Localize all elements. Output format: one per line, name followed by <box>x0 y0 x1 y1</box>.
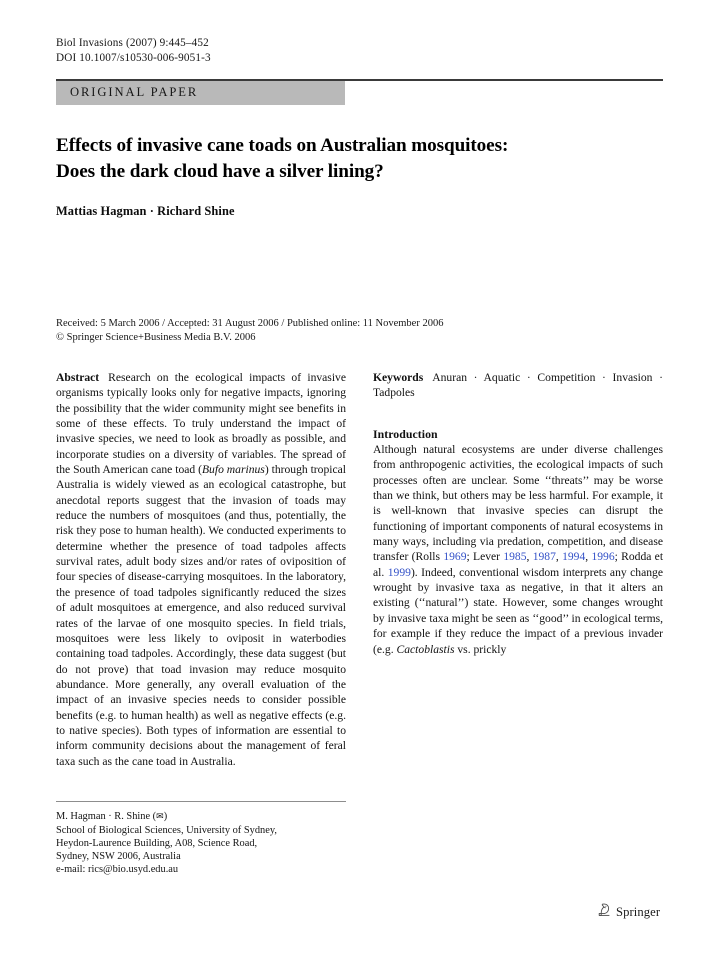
citation-link-lever-1994[interactable]: 1994 <box>562 550 586 564</box>
address-line-2: School of Biological Sciences, University of Sydney, <box>56 825 277 837</box>
introduction-paragraph <box>373 442 663 657</box>
address-email: e-mail: rics@bio.usyd.edu.au <box>56 864 179 876</box>
keywords-paragraph <box>373 370 663 401</box>
abstract-text-part-1: Research on the ecological impacts of invasive organisms typically looks only for negative impacts, ignoring the possibility that the wider community might see benefits in some of these effects. To truly understand the impact of invasive species, we need to look as broadly as possible, and incorporate studies on a diversity of variables. The spread of the South American cane toad ( <box>56 371 346 477</box>
citation-link-lever-1987[interactable]: 1987 <box>532 550 556 564</box>
abstract-paragraph <box>56 370 346 769</box>
intro-sep-2: , <box>555 550 563 564</box>
address-line-3: Heydon-Laurence Building, A08, Science Road, <box>56 838 258 850</box>
title-line-1: Effects of invasive cane toads on Australian mosquitoes: <box>56 135 509 156</box>
section-heading-introduction: Introduction <box>373 426 438 441</box>
keywords-block <box>373 370 663 401</box>
envelope-icon: ✉ <box>156 812 164 822</box>
springer-knight-icon <box>597 902 612 923</box>
citation-link-lever-1996[interactable]: 1996 <box>591 550 615 564</box>
column-right <box>373 370 663 657</box>
abstract-text-part-2: ) through tropical Australia is widely viewed as an ecological catastrophe, but anecdotal reports suggest that the invasion of toads may reduce the numbers of mosquitoes (and thus, potentially, the risk they pose to human health). We conducted experiments to determine whether the presence of toad tadpoles affects survival rates, adult body sizes and/or rates of oviposition of four species of disease-carrying mosquitoes. In the laboratory, the presence of toad tadpoles significantly reduced the sizes of adult mosquitoes at emergence, and also reduced survival rates of the larvae of one mosquito species. In field trials, mosquitoes were less likely to oviposit in waterbodies containing toad tadpoles. Accordingly, these data suggest (but do not prove) that toad invasion may reduce mosquito abundance. More generally, any overall evaluation of the impact of an invasive species needs to consider possible benefits (e.g. to human health) as well as negative effects (e.g. to native species). Both types of information are essential to inform community decisions about the management of feral taxa such as the cane toad in Australia. <box>56 463 346 768</box>
doi-line: DOI 10.1007/s10530-006-9051-3 <box>56 51 211 64</box>
intro-sep-1: , <box>526 550 533 564</box>
author-list: Mattias Hagman · Richard Shine <box>56 204 235 218</box>
address-paren-close: ) <box>163 811 168 822</box>
genus-name-cactoblastis: Cactoblastis <box>396 642 455 656</box>
springer-logo <box>597 902 660 923</box>
citation-link-rodda-1999[interactable]: 1999 <box>387 565 411 579</box>
article-history <box>56 317 443 344</box>
article-dates: Received: 5 March 2006 / Accepted: 31 August 2006 / Published online: 11 November 2006 <box>56 318 444 329</box>
address-authors: M. Hagman · R. Shine ( <box>56 811 157 822</box>
column-left <box>56 370 346 769</box>
article-type-label: ORIGINAL PAPER <box>70 85 199 99</box>
footnote-separator-rule <box>56 801 346 802</box>
address-line-4: Sydney, NSW 2006, Australia <box>56 851 181 863</box>
page-title <box>56 133 656 185</box>
introduction-block <box>373 427 663 657</box>
intro-text-part-1: Although natural ecosystems are under diverse challenges from anthropogenic activities, the ecological impacts of such processes often are unclear. Some ‘‘threats’’ may be worse than we think, but others may be less harmful. For example, it is well-known that invasive species can disrupt the functioning of important components of natural ecosystems in many ways, including via predation, competition, and disease transfer (Rolls <box>373 443 663 564</box>
correspondence-address <box>56 810 356 876</box>
keywords-label: Keywords <box>373 371 424 384</box>
intro-text-part-5: vs. prickly <box>454 642 507 656</box>
species-name-bufo-marinus: Bufo marinus <box>201 463 265 477</box>
intro-sep-3: , <box>585 550 592 564</box>
copyright-line: © Springer Science+Business Media B.V. 2006 <box>56 331 256 343</box>
intro-text-part-2: ; Lever <box>466 550 504 564</box>
address-author-line <box>56 810 356 824</box>
keywords-text: Anuran · Aquatic · Competition · Invasion · Tadpoles <box>373 371 663 400</box>
intro-text-part-4: ). Indeed, conventional wisdom interprets any change wrought by invasive taxa as negative, in that it alters an existing (‘‘natural’’) state. However, some changes wrought by invasive taxa might be seen as ‘‘good’’ in ecological terms, for example if they reduce the impact of a previous invader (e.g. <box>373 565 663 656</box>
citation-link-rolls-1969[interactable]: 1969 <box>443 550 467 564</box>
journal-citation-line: Biol Invasions (2007) 9:445–452 <box>56 37 209 49</box>
citation-link-lever-1985[interactable]: 1985 <box>503 550 527 564</box>
intro-text-part-3: ; Rodda et al. <box>373 550 664 579</box>
title-line-2: Does the dark cloud have a silver lining? <box>56 161 384 182</box>
springer-wordmark: Springer <box>616 905 661 919</box>
abstract-label: Abstract <box>56 371 100 384</box>
article-type-banner <box>56 81 345 105</box>
journal-header <box>56 36 211 65</box>
